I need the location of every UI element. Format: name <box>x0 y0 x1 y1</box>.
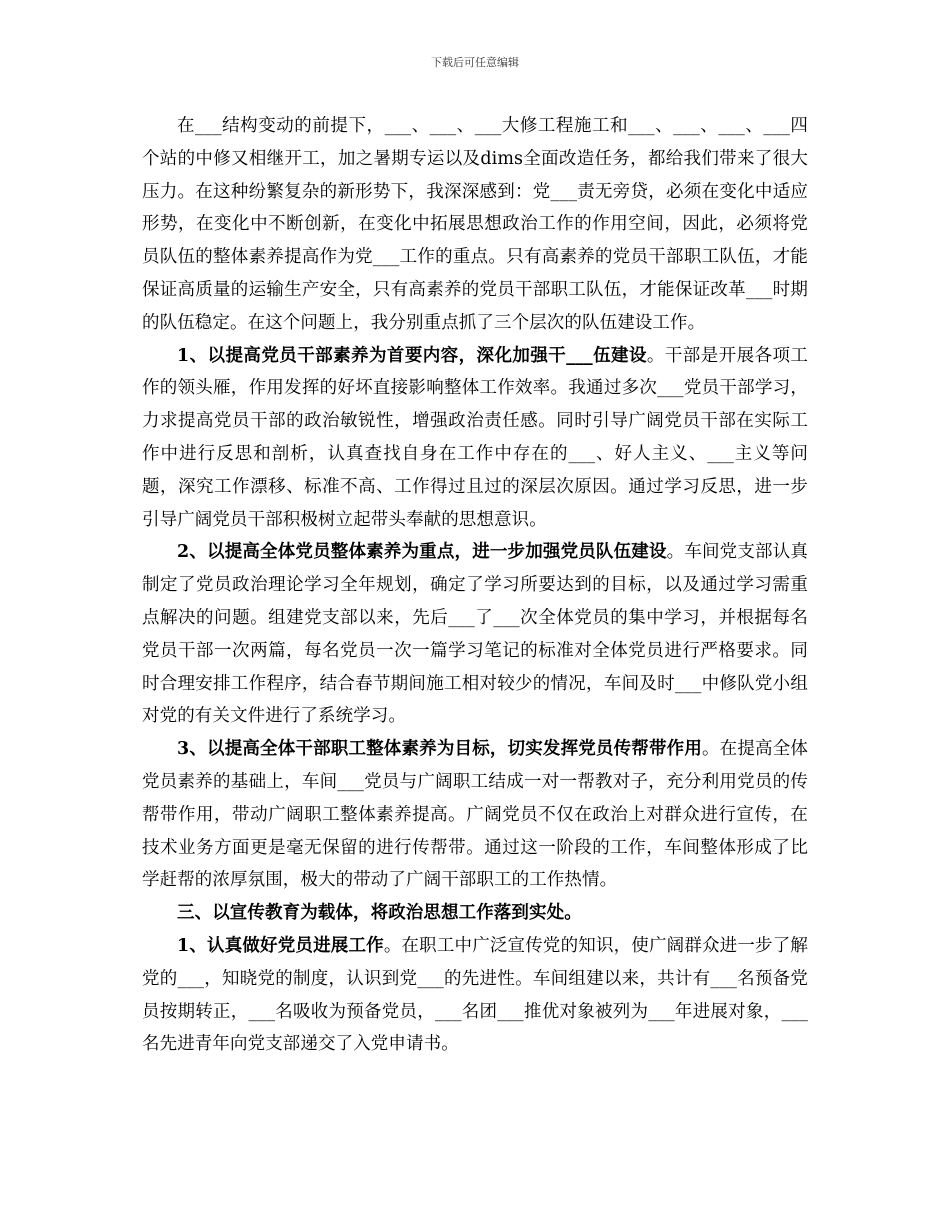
section-heading-publicity <box>142 897 808 930</box>
paragraph-mentoring <box>142 733 808 897</box>
paragraph-member-development <box>142 930 808 1061</box>
paragraph-text: 。车间党支部认真制定了党员政治理论学习全年规划，确定了学习所要达到的目标，以及通过学习需重点解决的问题。组建党支部以来，先后___了___次全体党员的集中学习，并根据每名党员干部一次两篇，每名党员一次一篇学习笔记的标准对全体党员进行严格要求。同时合理安排工作程序，结合春节期间施工相对较少的情况，车间及时___中修队党小组对党的有关文件进行了系统学习。 <box>142 542 808 727</box>
paragraph-lead: 1、认真做好党员进展工作 <box>177 935 384 956</box>
paragraph-text: 。在提高全体党员素养的基础上，车间___党员与广阔职工结成一对一帮教对子，充分利用党员的传帮带作用，带动广阔职工整体素养提高。广阔党员不仅在政治上对群众进行宣传，在技术业务方面更是毫无保留的进行传帮带。通过这一阶段的工作，车间整体形成了比学赶帮的浓厚氛围，极大的带动了广阔干部职工的工作热情。 <box>142 739 808 891</box>
header-note: 下载后可任意编辑 <box>431 56 519 69</box>
section-heading-text: 三、以宣传教育为载体，将政治思想工作落到实处。 <box>177 903 582 924</box>
paragraph-intro <box>142 110 808 340</box>
paragraph-text: 在___结构变动的前提下，___、___、___大修工程施工和___、___、___、___四个站的中修又相继开工，加之暑期专运以及dims全面改造任务，都给我们带来了很大压力。在这种纷繁复杂的新形势下，我深深感到：党___责无旁贷，必须在变化中适应形势，在变化中不断创新，在变化中拓展思想政治工作的作用空间，因此，必须将党员队伍的整体素养提高作为党___工作的重点。只有高素养的党员干部职工队伍，才能保证高质量的运输生产安全，只有高素养的党员干部职工队伍，才能保证改革___时期的队伍稳定。在这个问题上，我分别重点抓了三个层次的队伍建设工作。 <box>142 116 808 333</box>
paragraph-lead: 3、以提高全体干部职工整体素养为目标，切实发挥党员传帮带作用 <box>177 739 702 760</box>
paragraph-text: 。干部是开展各项工作的领头雁，作用发挥的好坏直接影响整体工作效率。我通过多次___党员干部学习，力求提高党员干部的政治敏锐性，增强政治责任感。同时引导广阔党员干部在实际工作中进行反思和剖析，认真查找自身在工作中存在的___、好人主义、___主义等问题，深究工作漂移、标准不高、工作得过且过的深层次原因。通过学习反思，进一步引导广阔党员干部积极树立起带头奉献的思想意识。 <box>142 345 808 530</box>
document-body <box>142 110 808 1061</box>
paragraph-text: 。在职工中广泛宣传党的知识，使广阔群众进一步了解党的___，知晓党的制度，认识到党___的先进性。车间组建以来，共计有___名预备党员按期转正，___名吸收为预备党员，___名团___推优对象被列为___年进展对象，___名先进青年向党支部递交了入党申请书。 <box>142 935 808 1055</box>
paragraph-party-members <box>142 536 808 733</box>
paragraph-lead: 1、以提高党员干部素养为首要内容，深化加强干___伍建设 <box>177 345 647 366</box>
paragraph-lead: 2、以提高全体党员整体素养为重点，进一步加强党员队伍建设 <box>177 542 667 563</box>
paragraph-cadre-team <box>142 340 808 537</box>
